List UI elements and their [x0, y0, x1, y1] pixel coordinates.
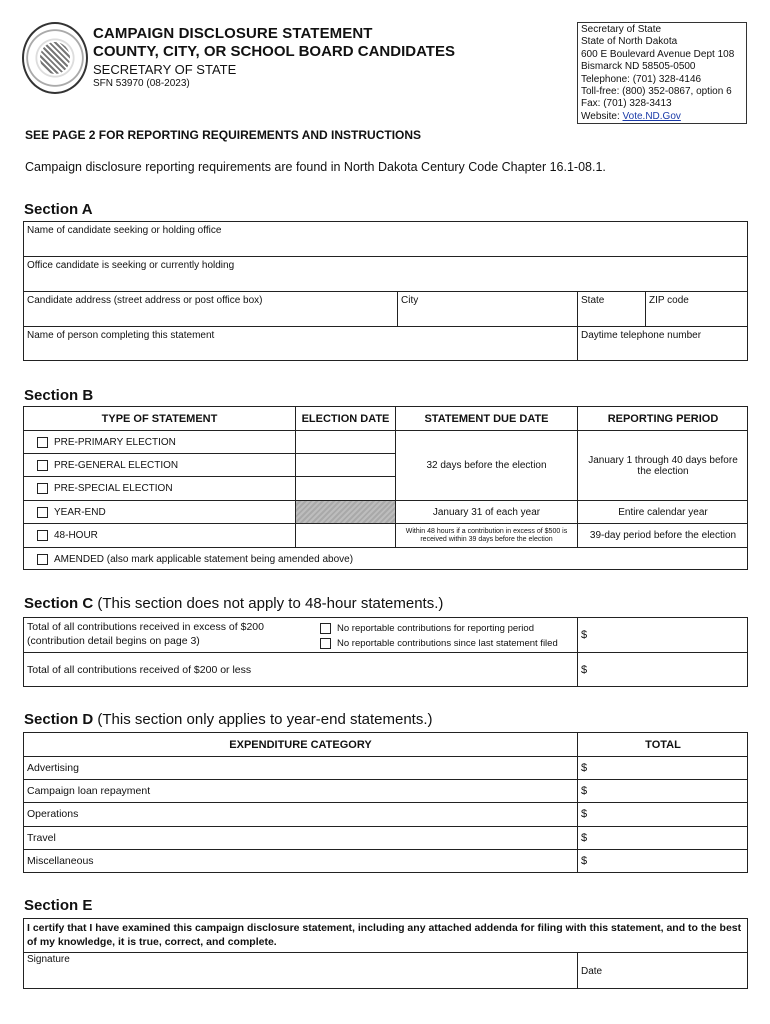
contact-line: Bismarck ND 58505-0500	[581, 61, 696, 73]
phone-label: Daytime telephone number	[581, 330, 702, 341]
expenditure-row-label: Miscellaneous	[24, 850, 578, 873]
contributions-under-200-label-cell	[24, 653, 578, 687]
section-a-grid	[23, 221, 748, 361]
no-contributions-since-checkbox[interactable]	[320, 638, 331, 649]
contact-line: Fax: (701) 328-3413	[581, 98, 672, 110]
contact-line: 600 E Boulevard Avenue Dept 108	[581, 48, 735, 60]
address-field[interactable]	[24, 292, 398, 327]
pre-primary-election-date[interactable]	[296, 431, 396, 454]
over200-total-field[interactable]	[578, 618, 748, 653]
expenditure-total-field[interactable]	[578, 757, 748, 780]
dollar-sign: $	[581, 629, 588, 641]
section-c-title: Section C	[24, 595, 94, 612]
expenditure-total-field[interactable]	[578, 850, 748, 873]
office-label: Office candidate is seeking or currently holding	[27, 260, 235, 271]
pre-special-election-date[interactable]	[296, 477, 396, 501]
pre-general-row	[24, 454, 296, 477]
section-b-title: Section B	[24, 387, 94, 404]
instructions-notice: SEE PAGE 2 FOR REPORTING REQUIREMENTS AND INSTRUCTIONS	[25, 128, 422, 142]
hour48-checkbox[interactable]	[37, 530, 48, 541]
col-election-header: ELECTION DATE	[296, 407, 396, 431]
dollar-sign: $	[581, 855, 588, 868]
no-contributions-period-label: No reportable contributions for reporting period	[337, 623, 534, 634]
pre-reporting-period: January 1 through 40 days before the election	[578, 431, 748, 501]
expenditure-row-label: Operations	[24, 803, 578, 826]
expenditure-total-field[interactable]	[578, 827, 748, 850]
section-c-table	[23, 617, 748, 687]
dollar-sign: $	[581, 762, 588, 775]
state-field[interactable]	[578, 292, 646, 327]
section-c-subtitle: (This section does not apply to 48-hour statements.)	[97, 595, 444, 612]
hour48-row	[24, 524, 296, 548]
amended-checkbox[interactable]	[37, 554, 48, 565]
hour48-label: 48-HOUR	[54, 530, 98, 541]
dollar-sign: $	[581, 664, 588, 676]
section-c-heading	[24, 595, 443, 612]
website-link[interactable]: Vote.ND.Gov	[622, 110, 681, 122]
preparer-label: Name of person completing this statement	[27, 330, 215, 341]
expenditure-total-field[interactable]	[578, 780, 748, 803]
year-end-row	[24, 501, 296, 524]
form-title-line2: COUNTY, CITY, OR SCHOOL BOARD CANDIDATES	[93, 43, 455, 60]
section-d-title: Section D	[24, 711, 94, 728]
expenditure-row-label: Travel	[24, 827, 578, 850]
section-d-subtitle: (This section only applies to year-end statements.)	[97, 711, 433, 728]
over200-line2: (contribution detail begins on page 3)	[27, 635, 200, 647]
expenditure-category-header: EXPENDITURE CATEGORY	[24, 733, 578, 757]
city-label: City	[401, 295, 419, 306]
year-end-label: YEAR-END	[54, 506, 106, 518]
section-b-table	[23, 406, 748, 570]
dollar-sign: $	[581, 785, 588, 798]
state-seal-logo	[22, 22, 88, 94]
year-end-due-date: January 31 of each year	[396, 501, 578, 524]
under200-label: Total of all contributions received of $200 or less	[27, 664, 252, 676]
no-contributions-since-label: No reportable contributions since last statement filed	[337, 638, 558, 649]
pre-general-label: PRE-GENERAL ELECTION	[54, 459, 179, 471]
contact-line: Toll-free: (800) 352-0867, option 6	[581, 86, 732, 98]
pre-general-checkbox[interactable]	[37, 460, 48, 471]
candidate-name-label: Name of candidate seeking or holding office	[27, 225, 222, 236]
pre-special-checkbox[interactable]	[37, 483, 48, 494]
city-field[interactable]	[398, 292, 578, 327]
date-label: Date	[581, 965, 603, 977]
pre-primary-row	[24, 431, 296, 454]
candidate-name-field[interactable]	[24, 222, 748, 257]
pre-primary-label: PRE-PRIMARY ELECTION	[54, 436, 176, 448]
contact-box	[577, 22, 747, 124]
col-type-header: TYPE OF STATEMENT	[24, 407, 296, 431]
certification-text: I certify that I have examined this campaign disclosure statement, including any attached addenda for filing with this statement, and to the best of my knowledge, it is true, correct, and complete.	[24, 919, 748, 953]
preparer-field[interactable]	[24, 327, 578, 361]
pre-special-label: PRE-SPECIAL ELECTION	[54, 483, 173, 494]
office-field[interactable]	[24, 257, 748, 292]
expenditure-row-label: Campaign loan repayment	[24, 780, 578, 803]
over200-line1: Total of all contributions received in excess of $200	[27, 621, 264, 633]
contact-line: State of North Dakota	[581, 36, 678, 48]
year-end-reporting-period: Entire calendar year	[578, 501, 748, 524]
date-field[interactable]	[578, 953, 748, 989]
expenditure-total-field[interactable]	[578, 803, 748, 826]
state-label: State	[581, 295, 605, 306]
contact-line: Telephone: (701) 328-4146	[581, 73, 702, 85]
pre-special-row	[24, 477, 296, 501]
no-contributions-options	[320, 621, 558, 651]
pre-due-date: 32 days before the election	[396, 431, 578, 501]
section-d-table	[23, 732, 748, 873]
expenditure-row-label: Advertising	[24, 757, 578, 780]
signature-field[interactable]	[24, 953, 578, 989]
zip-label: ZIP code	[649, 295, 689, 306]
amended-row	[24, 548, 748, 570]
zip-field[interactable]	[646, 292, 748, 327]
contact-line: Secretary of State	[581, 24, 662, 35]
website-label: Website:	[581, 110, 620, 122]
agency-name: SECRETARY OF STATE	[93, 62, 237, 77]
phone-field[interactable]	[578, 327, 748, 361]
hour48-due-date: Within 48 hours if a contribution in excess of $500 is received within 39 days before the election	[396, 524, 578, 548]
section-a-title: Section A	[24, 201, 93, 218]
year-end-checkbox[interactable]	[37, 507, 48, 518]
dollar-sign: $	[581, 831, 588, 844]
year-end-election-date-shaded	[296, 501, 396, 524]
section-d-heading	[24, 711, 433, 728]
no-contributions-period-checkbox[interactable]	[320, 623, 331, 634]
signature-label: Signature	[27, 954, 70, 965]
under200-total-field[interactable]	[578, 653, 748, 687]
total-header: TOTAL	[578, 733, 748, 757]
form-number: SFN 53970 (08-2023)	[93, 78, 190, 89]
section-e-box	[23, 918, 748, 989]
address-label: Candidate address (street address or post office box)	[27, 295, 263, 306]
amended-label: AMENDED (also mark applicable statement being amended above)	[54, 553, 354, 565]
pre-general-election-date[interactable]	[296, 454, 396, 477]
pre-primary-checkbox[interactable]	[37, 437, 48, 448]
hour48-reporting-period: 39-day period before the election	[578, 524, 748, 548]
dollar-sign: $	[581, 808, 588, 821]
requirements-text: Campaign disclosure reporting requirements are found in North Dakota Century Code Chapter 16.1-08.1.	[25, 160, 606, 174]
form-title-line1: CAMPAIGN DISCLOSURE STATEMENT	[93, 25, 373, 42]
col-period-header: REPORTING PERIOD	[578, 407, 748, 431]
section-e-title: Section E	[24, 897, 93, 914]
hour48-election-date[interactable]	[296, 524, 396, 548]
col-due-header: STATEMENT DUE DATE	[396, 407, 578, 431]
